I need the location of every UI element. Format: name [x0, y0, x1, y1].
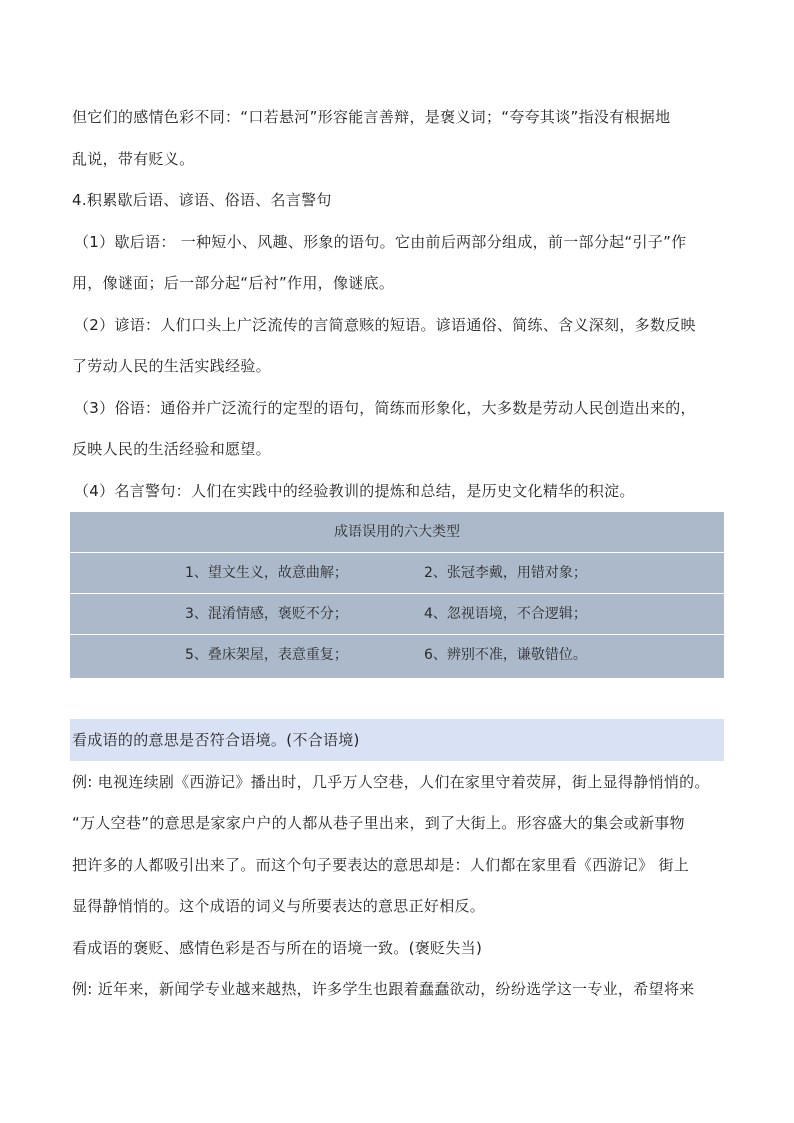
table-cell: 4、忽视语境，不合逻辑； [424, 606, 587, 622]
paragraph-line: 但它们的感情色彩不同：“口若悬河”形容能言善辩，是褒义词；“夸夸其谈”指没有根据地 [72, 108, 671, 126]
table-cell: 1、望文生义，故意曲解； [185, 565, 348, 581]
paragraph-line: 了劳动人民的生活实践经验。 [72, 357, 271, 375]
example-line: 把许多的人都吸引出来了。而这个句子要表达的意思却是：人们都在家里看《西游记》 街上 [72, 856, 690, 874]
table-row [70, 635, 724, 675]
paragraph-line: 乱说，带有贬义。 [72, 150, 195, 168]
section-heading: 4.积累歇后语、谚语、俗语、名言警句 [72, 191, 332, 209]
example-line: 例: 近年来，新闻学专业越来越热，许多学生也跟着蠢蠢欲动，纷纷选学这一专业，希望将来 [72, 980, 695, 998]
paragraph-line: （1）歇后语： 一种短小、风趣、形象的语句。它由前后两部分组成，前一部分起“引子”作 [74, 233, 687, 251]
table-cell: 5、叠床架屋，表意重复； [185, 647, 348, 663]
paragraph-line: 反映人民的生活经验和愿望。 [72, 440, 271, 458]
example-line: 显得静悄悄的。这个成语的词义与所要表达的意思正好相反。 [72, 897, 486, 915]
table-cell: 6、辨别不准，谦敬错位。 [424, 647, 587, 663]
section-heading: 看成语的褒贬、感情色彩是否与所在的语境一致。(褒贬失当) [72, 939, 483, 957]
paragraph-line: （4）名言警句：人们在实践中的经验教训的提炼和总结，是历史文化精华的积淀。 [74, 482, 635, 500]
table-cell: 2、张冠李戴，用错对象； [424, 565, 587, 581]
highlighted-heading: 看成语的的意思是否符合语境。(不合语境) [72, 731, 360, 749]
table-cell: 3、混淆情感，褒贬不分； [185, 606, 348, 622]
paragraph-line: （3）俗语：通俗并广泛流行的定型的语句，简练而形象化，大多数是劳动人民创造出来的， [74, 399, 696, 417]
paragraph-line: （2）谚语：人们口头上广泛流传的言简意赅的短语。谚语通俗、简练、含义深刻，多数反映 [74, 316, 696, 334]
table-row [70, 553, 724, 594]
table-caption-row [70, 512, 724, 553]
table-caption: 成语误用的六大类型 [334, 524, 460, 540]
idiom-misuse-table [70, 512, 724, 678]
table-row [70, 594, 724, 635]
example-line: “万人空巷”的意思是家家户户的人都从巷子里出来，到了大街上。形容盛大的集会或新事物 [72, 814, 685, 832]
example-line: 例: 电视连续剧《西游记》播出时，几乎万人空巷，人们在家里守着荧屏，街上显得静悄悄的。 [72, 773, 710, 791]
paragraph-line: 用，像谜面；后一部分起“后衬”作用，像谜底。 [72, 274, 395, 292]
